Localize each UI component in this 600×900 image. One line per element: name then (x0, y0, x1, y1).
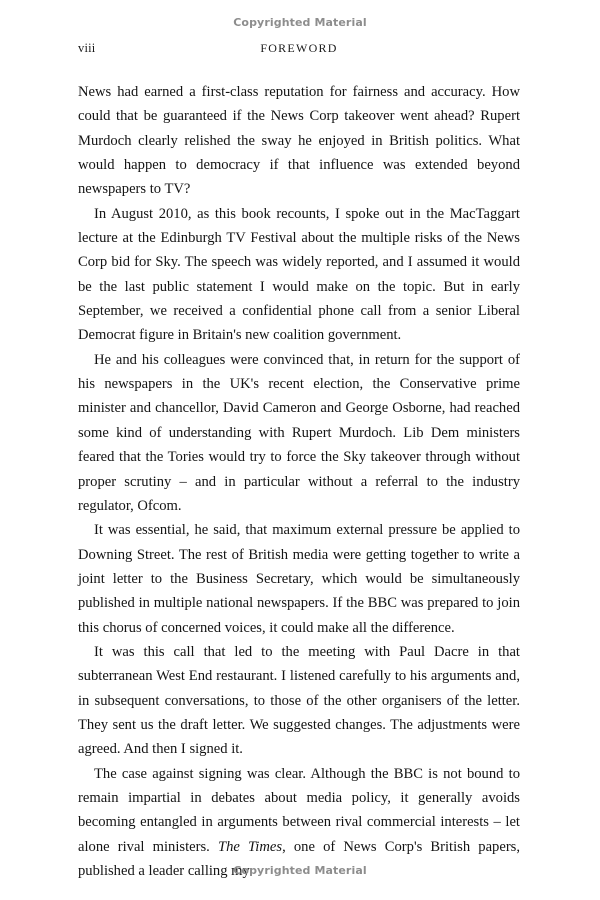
final-paragraph-lead: The case against signing was clear. Although the BBC is not bound to remain impartial in debates about media policy, it generally avoids becoming entangled in arguments between rival commercial interests – let alone rival ministers. (78, 765, 520, 855)
paragraph: In August 2010, as this book recounts, I spoke out in the MacTaggart lecture at the Edinburgh TV Festival about the multiple risks of the News Corp bid for Sky. The speech was widely reported, and I assumed it would be the last public statement I would make on the topic. But in early September, we received a confidential phone call from a senior Liberal Democrat figure in Britain's new coalition government. (78, 205, 520, 344)
paragraph: It was this call that led to the meeting with Paul Dacre in that subterranean West End restaurant. I listened carefully to his arguments and, in subsequent conversations, to those of the other organisers of the letter. They sent us the draft letter. We suggested changes. The adjustments were agreed. And then I signed it. (78, 643, 520, 758)
copyright-watermark-bottom: Copyrighted Material (233, 864, 367, 877)
chapter-title: FOREWORD (260, 41, 338, 55)
paragraph: It was essential, he said, that maximum external pressure be applied to Downing Street. The rest of British media were getting together to write a joint letter to the Business Secretary, which would be simultaneously published in multiple national newspapers. If the BBC was prepared to join this chorus of concerned voices, it could make all the difference. (78, 522, 520, 636)
paragraph: News had earned a first-class reputation for fairness and accuracy. How could that be guaranteed if the News Corp takeover went ahead? Rupert Murdoch clearly relished the sway he enjoyed in British politics. What would happen to democracy if that influence was extended beyond newspapers to TV? (78, 84, 520, 198)
page-number: viii (78, 41, 96, 55)
publication-title-the-times: The Times (217, 838, 283, 855)
body-text (78, 80, 520, 883)
paragraph: He and his colleagues were convinced that, in return for the support of his newspapers in the UK's recent election, the Conservative prime minister and chancellor, David Cameron and George Osborne, had reached some kind of understanding with Rupert Murdoch. Lib Dem ministers feared that the Tories would try to force the Sky takeover through without proper scrutiny – and in particular without a referral to the industry regulator, Ofcom. (78, 351, 520, 514)
final-paragraph-tail: , one of News Corp's British papers, published a leader calling my (78, 838, 521, 879)
copyright-watermark-top: Copyrighted Material (233, 16, 367, 29)
running-head (78, 41, 520, 57)
